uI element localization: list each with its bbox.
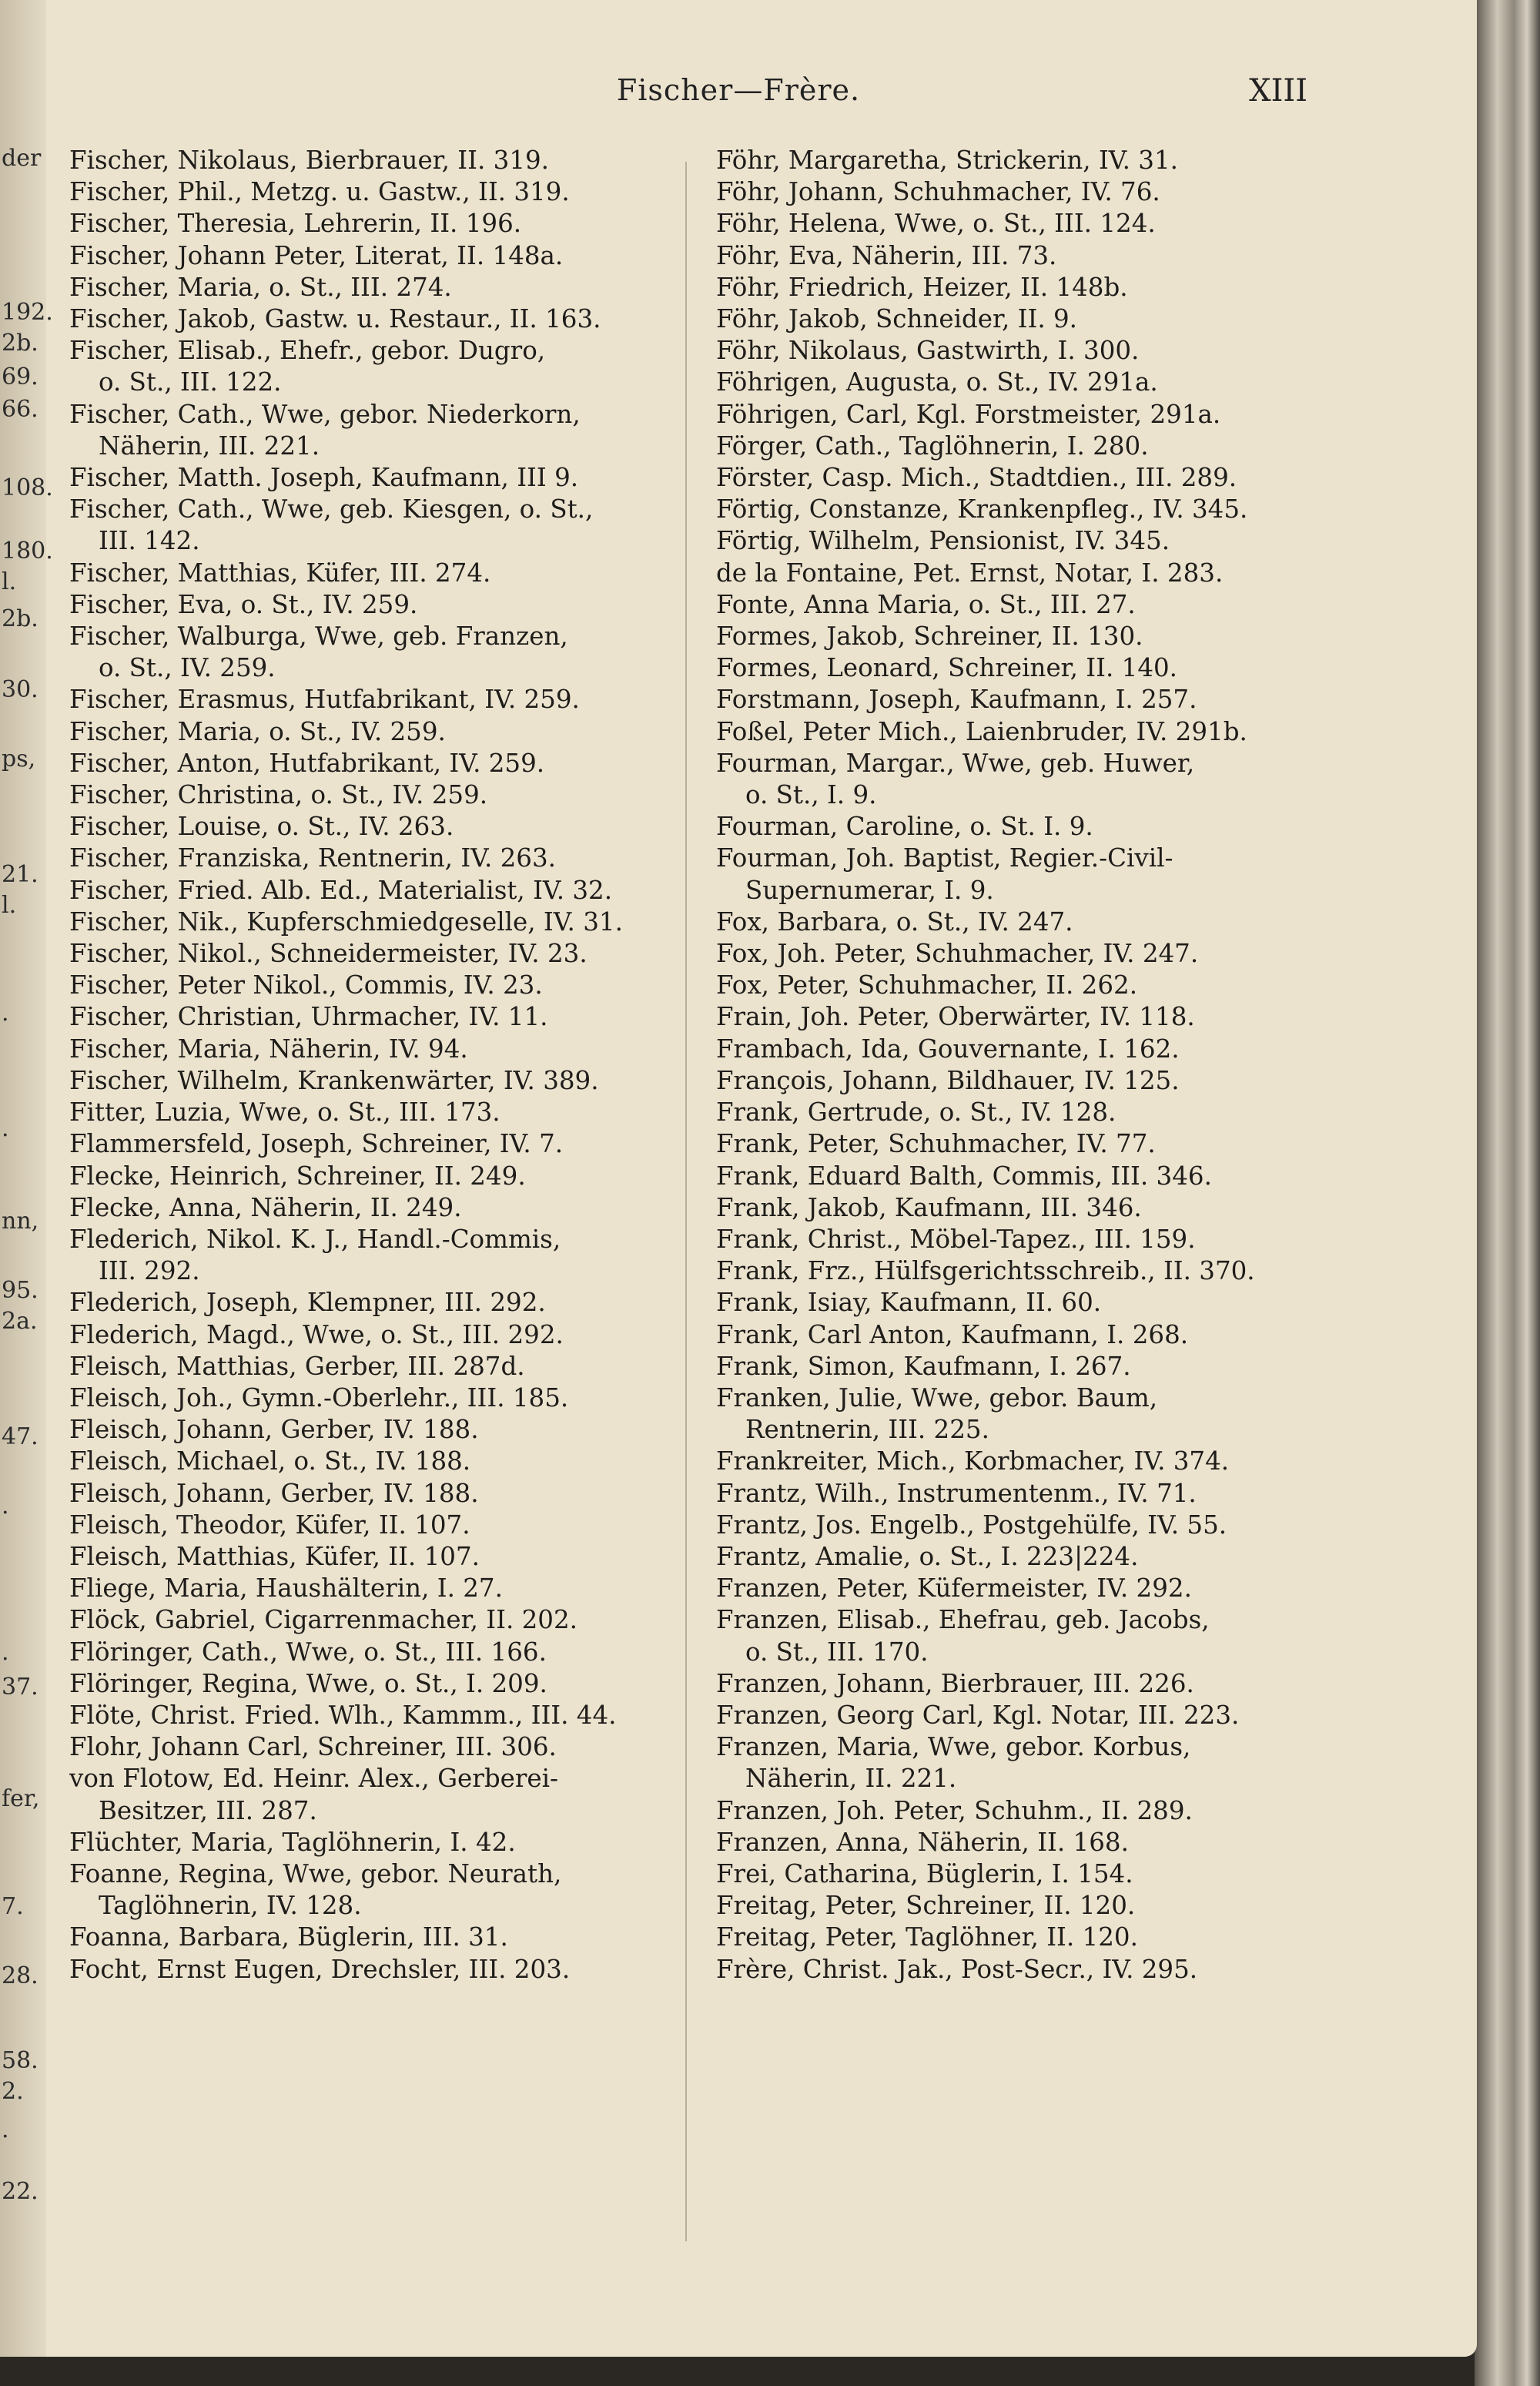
directory-entry: Freitag, Peter, Schreiner, II. 120. xyxy=(716,1891,1136,1921)
directory-entry: Fischer, Jakob, Gastw. u. Restaur., II. 163. xyxy=(69,304,601,334)
page-number: XIII xyxy=(1249,73,1307,109)
directory-entry: Fourman, Margar., Wwe, geb. Huwer, xyxy=(716,748,1195,778)
directory-entry: Focht, Ernst Eugen, Drechsler, III. 203. xyxy=(69,1954,571,1984)
directory-entry: Fox, Peter, Schuhmacher, II. 262. xyxy=(716,970,1138,1000)
entry-continuation: Besitzer, III. 287. xyxy=(99,1795,317,1825)
directory-entry: Fleisch, Matthias, Gerber, III. 287d. xyxy=(69,1351,525,1381)
margin-fragment: 22. xyxy=(2,2178,38,2205)
directory-entry: Frain, Joh. Peter, Oberwärter, IV. 118. xyxy=(716,1002,1195,1032)
margin-fragment: . xyxy=(2,1639,9,1666)
directory-entry: Frère, Christ. Jak., Post-Secr., IV. 295. xyxy=(716,1954,1198,1984)
directory-entry: Flöte, Christ. Fried. Wlh., Kammm., III. 44. xyxy=(69,1700,617,1730)
margin-fragment: . xyxy=(2,1000,9,1027)
directory-entry: Flohr, Johann Carl, Schreiner, III. 306. xyxy=(69,1732,557,1762)
page-header xyxy=(0,73,1477,119)
left-column xyxy=(69,145,747,1986)
margin-fragment: 108. xyxy=(2,474,53,501)
directory-entry: Fischer, Wilhelm, Krankenwärter, IV. 389. xyxy=(69,1065,599,1095)
margin-fragment: 21. xyxy=(2,861,38,888)
margin-fragment: l. xyxy=(2,568,17,595)
directory-entry: Fischer, Nikolaus, Bierbrauer, II. 319. xyxy=(69,146,550,175)
directory-entry: Fischer, Peter Nikol., Commis, IV. 23. xyxy=(69,970,543,1000)
directory-entry: von Flotow, Ed. Heinr. Alex., Gerberei- xyxy=(69,1764,559,1794)
margin-fragment: 2b. xyxy=(2,330,38,357)
directory-entry: Frankreiter, Mich., Korbmacher, IV. 374. xyxy=(716,1446,1230,1476)
directory-entry: Frank, Frz., Hülfsgerichtsschreib., II. 370. xyxy=(716,1256,1255,1286)
directory-entry: Franken, Julie, Wwe, gebor. Baum, xyxy=(716,1382,1158,1412)
directory-entry: Fischer, Fried. Alb. Ed., Materialist, IV. 32. xyxy=(69,875,613,905)
directory-entry: Formes, Leonard, Schreiner, II. 140. xyxy=(716,653,1178,683)
directory-entry: Franzen, Georg Carl, Kgl. Notar, III. 223. xyxy=(716,1700,1240,1730)
directory-entry: Frank, Christ., Möbel-Tapez., III. 159. xyxy=(716,1224,1196,1254)
directory-entry: Franzen, Anna, Näherin, II. 168. xyxy=(716,1827,1129,1857)
directory-entry: Fischer, Nikol., Schneidermeister, IV. 23. xyxy=(69,939,588,969)
directory-entry: Forstmann, Joseph, Kaufmann, I. 257. xyxy=(716,685,1197,715)
directory-entry: Fischer, Louise, o. St., IV. 263. xyxy=(69,812,454,842)
directory-entry: Fischer, Christian, Uhrmacher, IV. 11. xyxy=(69,1002,548,1032)
running-head: Fischer—Frère. xyxy=(616,73,861,107)
directory-entry: Fonte, Anna Maria, o. St., III. 27. xyxy=(716,589,1136,619)
directory-entry: Förger, Cath., Taglöhnerin, I. 280. xyxy=(716,431,1149,461)
directory-entry: Fourman, Caroline, o. St. I. 9. xyxy=(716,812,1093,842)
directory-entry: Fischer, Anton, Hutfabrikant, IV. 259. xyxy=(69,748,545,778)
directory-entry: Fischer, Erasmus, Hutfabrikant, IV. 259. xyxy=(69,685,580,715)
directory-entry: Fleisch, Johann, Gerber, IV. 188. xyxy=(69,1478,479,1508)
margin-fragment: 192. xyxy=(2,299,53,326)
directory-entry: Frank, Carl Anton, Kaufmann, I. 268. xyxy=(716,1319,1189,1349)
directory-entry: Frantz, Jos. Engelb., Postgehülfe, IV. 55. xyxy=(716,1510,1227,1540)
directory-entry: Fischer, Walburga, Wwe, geb. Franzen, xyxy=(69,622,568,652)
directory-entry: Föhrigen, Carl, Kgl. Forstmeister, 291a. xyxy=(716,399,1221,429)
margin-fragment: 28. xyxy=(2,1962,38,1989)
directory-entry: Frantz, Amalie, o. St., I. 223|224. xyxy=(716,1541,1139,1571)
directory-entry: Fitter, Luzia, Wwe, o. St., III. 173. xyxy=(69,1097,500,1128)
directory-entry: Fliege, Maria, Haushälterin, I. 27. xyxy=(69,1573,503,1604)
directory-entry: Frank, Simon, Kaufmann, I. 267. xyxy=(716,1351,1131,1381)
directory-entry: Flederich, Magd., Wwe, o. St., III. 292. xyxy=(69,1319,564,1349)
right-column xyxy=(716,145,1394,1986)
entry-continuation: o. St., IV. 259. xyxy=(99,653,276,683)
directory-entry: Fleisch, Joh., Gymn.-Oberlehr., III. 185. xyxy=(69,1382,569,1412)
entry-continuation: o. St., III. 170. xyxy=(745,1637,929,1667)
directory-entry: Fischer, Cath., Wwe, geb. Kiesgen, o. St., xyxy=(69,494,594,524)
directory-entry: Formes, Jakob, Schreiner, II. 130. xyxy=(716,622,1143,652)
entry-continuation: Näherin, II. 221. xyxy=(745,1764,957,1794)
margin-fragment: . xyxy=(2,2116,9,2143)
directory-entry: Foßel, Peter Mich., Laienbruder, IV. 291b. xyxy=(716,716,1247,746)
directory-entry: Föhr, Eva, Näherin, III. 73. xyxy=(716,240,1057,270)
directory-entry: Fourman, Joh. Baptist, Regier.-Civil- xyxy=(716,843,1173,873)
directory-entry: Fox, Joh. Peter, Schuhmacher, IV. 247. xyxy=(716,939,1199,969)
margin-fragment: l. xyxy=(2,892,17,919)
directory-entry: Förtig, Constanze, Krankenpfleg., IV. 345. xyxy=(716,494,1248,524)
directory-entry: Frambach, Ida, Gouvernante, I. 162. xyxy=(716,1034,1180,1064)
margin-fragment: 2b. xyxy=(2,605,38,632)
directory-entry: Franzen, Johann, Bierbrauer, III. 226. xyxy=(716,1668,1194,1698)
directory-entry: Franzen, Peter, Küfermeister, IV. 292. xyxy=(716,1573,1192,1604)
directory-entry: Föhr, Margaretha, Strickerin, IV. 31. xyxy=(716,146,1178,175)
directory-entry: Frank, Peter, Schuhmacher, IV. 77. xyxy=(716,1129,1156,1159)
entry-continuation: III. 292. xyxy=(99,1256,200,1286)
directory-entry: Flöringer, Regina, Wwe, o. St., I. 209. xyxy=(69,1668,547,1698)
margin-fragment: der xyxy=(2,145,42,172)
directory-entry: Förster, Casp. Mich., Stadtdien., III. 289. xyxy=(716,463,1237,493)
directory-entry: Flecke, Anna, Näherin, II. 249. xyxy=(69,1192,462,1222)
margin-fragment: . xyxy=(2,1493,9,1520)
directory-entry: Föhr, Johann, Schuhmacher, IV. 76. xyxy=(716,177,1160,207)
margin-fragment: 7. xyxy=(2,1893,24,1920)
margin-fragment: 47. xyxy=(2,1423,38,1450)
directory-entry: Fischer, Matth. Joseph, Kaufmann, III 9. xyxy=(69,463,579,493)
margin-fragment: 30. xyxy=(2,676,38,703)
directory-entry: Frank, Isiay, Kaufmann, II. 60. xyxy=(716,1288,1102,1318)
entry-continuation: Supernumerar, I. 9. xyxy=(745,875,994,905)
directory-entry: Frei, Catharina, Büglerin, I. 154. xyxy=(716,1858,1133,1888)
entry-continuation: Rentnerin, III. 225. xyxy=(745,1415,989,1445)
directory-entry: Fleisch, Michael, o. St., IV. 188. xyxy=(69,1446,471,1476)
entry-continuation: Taglöhnerin, IV. 128. xyxy=(99,1891,362,1921)
margin-fragment: 95. xyxy=(2,1277,38,1304)
directory-entry: Franzen, Elisab., Ehefrau, geb. Jacobs, xyxy=(716,1605,1210,1635)
directory-entry: Fleisch, Johann, Gerber, IV. 188. xyxy=(69,1415,479,1445)
book-page-edge xyxy=(1475,0,1540,2386)
directory-entry: Frank, Eduard Balth, Commis, III. 346. xyxy=(716,1161,1212,1191)
directory-entry: Fischer, Theresia, Lehrerin, II. 196. xyxy=(69,209,522,239)
directory-entry: Fleisch, Theodor, Küfer, II. 107. xyxy=(69,1510,470,1540)
margin-fragment: fer, xyxy=(2,1785,40,1812)
margin-fragment: 180. xyxy=(2,538,53,565)
directory-entry: Fox, Barbara, o. St., IV. 247. xyxy=(716,906,1073,937)
entry-continuation: o. St., I. 9. xyxy=(745,780,877,810)
directory-entry: Fischer, Christina, o. St., IV. 259. xyxy=(69,780,488,810)
directory-entry: Fischer, Nik., Kupferschmiedgeselle, IV. 31. xyxy=(69,906,623,937)
directory-entry: François, Johann, Bildhauer, IV. 125. xyxy=(716,1065,1180,1095)
directory-entry: Fischer, Maria, o. St., III. 274. xyxy=(69,272,452,302)
directory-entry: Fleisch, Matthias, Küfer, II. 107. xyxy=(69,1541,480,1571)
directory-entry: Fischer, Elisab., Ehefr., gebor. Dugro, xyxy=(69,336,546,366)
directory-entry: Frantz, Wilh., Instrumentenm., IV. 71. xyxy=(716,1478,1197,1508)
directory-entry: Fischer, Matthias, Küfer, III. 274. xyxy=(69,558,491,588)
directory-entry: Fischer, Franziska, Rentnerin, IV. 263. xyxy=(69,843,556,873)
margin-fragment: 2. xyxy=(2,2078,24,2105)
directory-entry: Freitag, Peter, Taglöhner, II. 120. xyxy=(716,1922,1138,1952)
directory-entry: Flammersfeld, Joseph, Schreiner, IV. 7. xyxy=(69,1129,564,1159)
directory-entry: Föhr, Jakob, Schneider, II. 9. xyxy=(716,304,1077,334)
directory-entry: Flöck, Gabriel, Cigarrenmacher, II. 202. xyxy=(69,1605,578,1635)
entry-continuation: III. 142. xyxy=(99,526,200,556)
margin-fragment: 2a. xyxy=(2,1308,38,1335)
directory-entry: Franzen, Joh. Peter, Schuhm., II. 289. xyxy=(716,1795,1193,1825)
directory-entry: Flöringer, Cath., Wwe, o. St., III. 166. xyxy=(69,1637,547,1667)
column-divider xyxy=(685,162,687,2241)
entry-continuation: o. St., III. 122. xyxy=(99,367,282,397)
directory-entry: Fischer, Maria, Näherin, IV. 94. xyxy=(69,1034,468,1064)
directory-entry: Föhr, Helena, Wwe, o. St., III. 124. xyxy=(716,209,1156,239)
directory-entry: Frank, Gertrude, o. St., IV. 128. xyxy=(716,1097,1116,1128)
directory-entry: Föhr, Friedrich, Heizer, II. 148b. xyxy=(716,272,1128,302)
entry-continuation: Näherin, III. 221. xyxy=(99,431,320,461)
margin-fragment: . xyxy=(2,1115,9,1142)
directory-entry: Fischer, Johann Peter, Literat, II. 148a. xyxy=(69,240,564,270)
directory-entry: Fischer, Phil., Metzg. u. Gastw., II. 319. xyxy=(69,177,570,207)
directory-entry: Foanne, Regina, Wwe, gebor. Neurath, xyxy=(69,1858,562,1888)
margin-fragment: 66. xyxy=(2,396,38,423)
margin-fragment: nn, xyxy=(2,1208,39,1235)
margin-fragment: ps, xyxy=(2,746,36,772)
directory-entry: Flederich, Nikol. K. J., Handl.-Commis, xyxy=(69,1224,561,1254)
directory-entry: Fischer, Eva, o. St., IV. 259. xyxy=(69,589,418,619)
directory-entry: Franzen, Maria, Wwe, gebor. Korbus, xyxy=(716,1732,1191,1762)
margin-fragment: 37. xyxy=(2,1674,38,1701)
directory-entry: Föhrigen, Augusta, o. St., IV. 291a. xyxy=(716,367,1158,397)
directory-entry: Förtig, Wilhelm, Pensionist, IV. 345. xyxy=(716,526,1170,556)
directory-entry: de la Fontaine, Pet. Ernst, Notar, I. 283. xyxy=(716,558,1224,588)
directory-entry: Föhr, Nikolaus, Gastwirth, I. 300. xyxy=(716,336,1140,366)
directory-entry: Frank, Jakob, Kaufmann, III. 346. xyxy=(716,1192,1142,1222)
directory-entry: Foanna, Barbara, Büglerin, III. 31. xyxy=(69,1922,508,1952)
directory-entry: Fischer, Maria, o. St., IV. 259. xyxy=(69,716,446,746)
directory-entry: Fischer, Cath., Wwe, gebor. Niederkorn, xyxy=(69,399,581,429)
directory-entry: Flederich, Joseph, Klempner, III. 292. xyxy=(69,1288,546,1318)
directory-entry: Flüchter, Maria, Taglöhnerin, I. 42. xyxy=(69,1827,516,1857)
directory-entry: Flecke, Heinrich, Schreiner, II. 249. xyxy=(69,1161,526,1191)
margin-fragment: 69. xyxy=(2,364,38,390)
margin-fragment: 58. xyxy=(2,2047,38,2074)
